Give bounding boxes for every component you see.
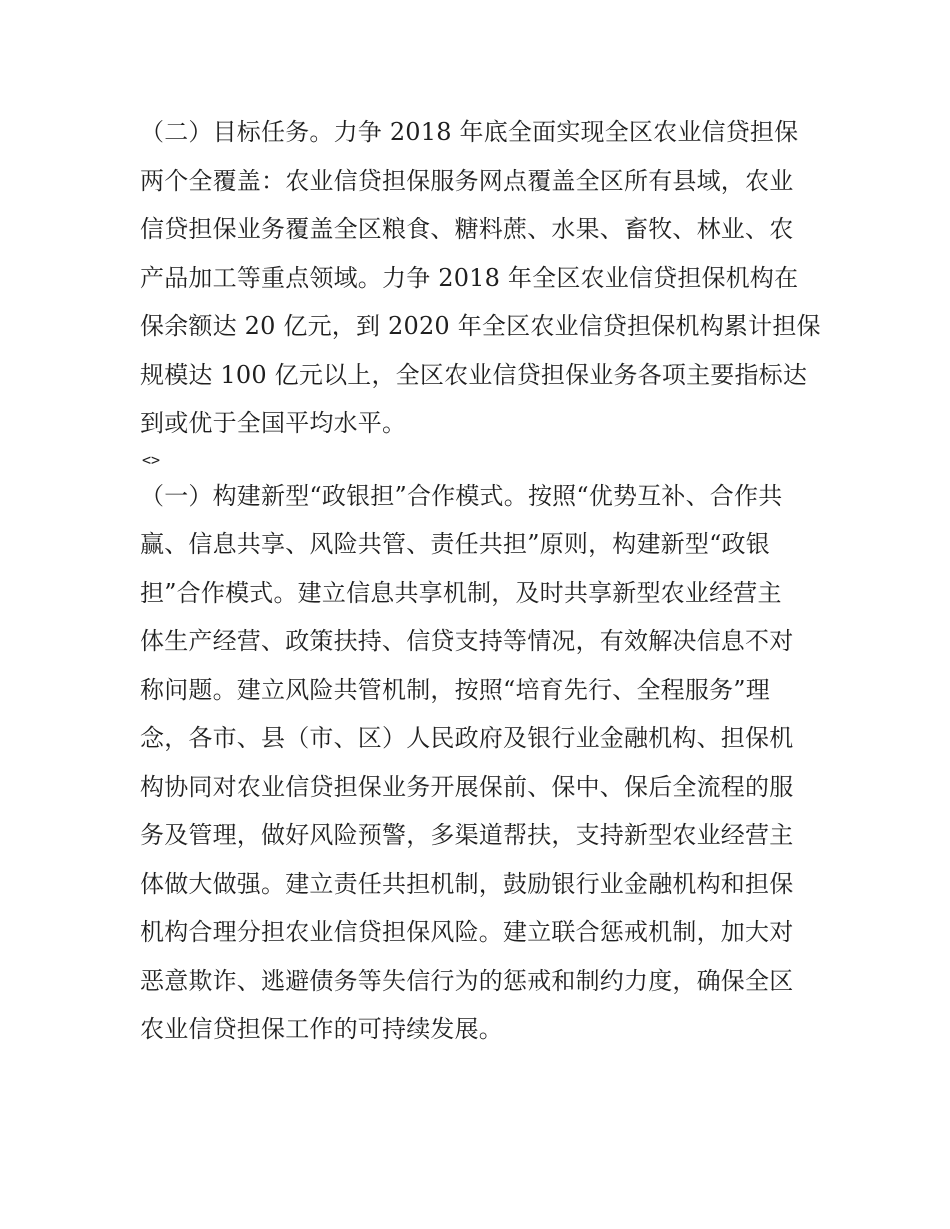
text-line: （二）目标任务。力争 2018 年底全面实现全区农业信贷担保 [140, 118, 799, 146]
text-line: 担”合作模式。建立信息共享机制，及时共享新型农业经营主 [140, 578, 782, 607]
paragraph-cooperation-model [140, 472, 820, 1054]
text-line: 务及管理，做好风险预警，多渠道帮扶，支持新型农业经营主 [140, 821, 794, 849]
paragraph-goals [140, 108, 820, 448]
text-line: 农业信贷担保工作的可持续发展。 [140, 1015, 503, 1043]
text-line: （一）构建新型“政银担”合作模式。按照“优势互补、合作共 [140, 481, 783, 510]
text-line: 称问题。建立风险共管机制，按照“培育先行、全程服务”理 [140, 675, 770, 704]
text-line: 规模达 100 亿元以上，全区农业信贷担保业务各项主要指标达 [140, 360, 808, 389]
text-line: 到或优于全国平均水平。 [140, 409, 407, 437]
section-separator: <> [142, 450, 161, 469]
text-line: 体做大做强。建立责任共担机制，鼓励银行业金融机构和担保 [140, 869, 794, 898]
text-line: 两个全覆盖：农业信贷担保服务网点覆盖全区所有县域，农业 [140, 166, 794, 195]
text-line: 机构合理分担农业信贷担保风险。建立联合惩戒机制，加大对 [140, 918, 794, 946]
text-line: 构协同对农业信贷担保业务开展保前、保中、保后全流程的服 [140, 772, 794, 801]
text-line: 念，各市、县（市、区）人民政府及银行业金融机构、担保机 [140, 724, 794, 752]
text-line: 体生产经营、政策扶持、信贷支持等情况，有效解决信息不对 [140, 627, 794, 655]
text-line: 保余额达 20 亿元，到 2020 年全区农业信贷担保机构累计担保 [140, 312, 821, 340]
text-line: 产品加工等重点领域。力争 2018 年全区农业信贷担保机构在 [140, 263, 799, 292]
text-line: 赢、信息共享、风险共管、责任共担”原则，构建新型“政银 [140, 530, 770, 558]
text-line: 恶意欺诈、逃避债务等失信行为的惩戒和制约力度，确保全区 [140, 966, 794, 995]
document-body [140, 108, 820, 1054]
text-line: 信贷担保业务覆盖全区粮食、糖料蔗、水果、畜牧、林业、农 [140, 215, 794, 243]
